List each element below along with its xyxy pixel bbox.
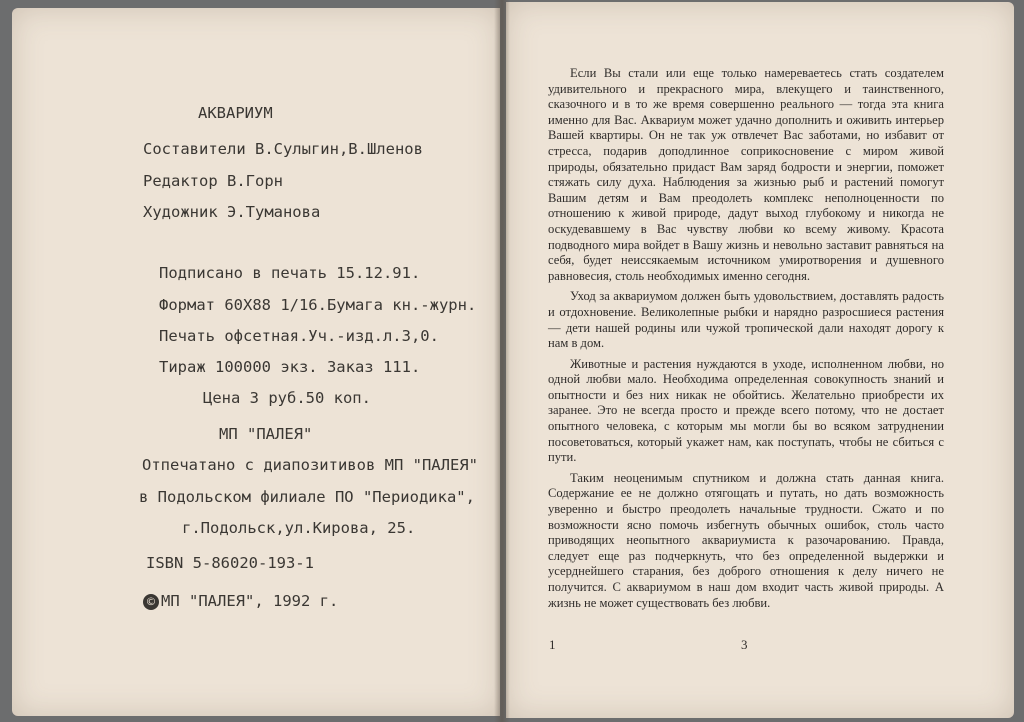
publisher-line: МП "ПАЛЕЯ": [219, 425, 313, 443]
copyright-text: МП "ПАЛЕЯ", 1992 г.: [161, 592, 339, 610]
editor-line: Редактор В.Горн: [143, 172, 283, 190]
signed-line: Подписано в печать 15.12.91.: [159, 264, 421, 282]
paragraph: Если Вы стали или еще только намереваетесь стать создателем удивительного и прекрасного мира, влекущего и таинственного, сказочного и в то же время совершенно реального — тогда эта книга именно для Вас. Аквариум может удачно дополнить и оживить интерьер Вашей квартиры. Он не так уж отвлечет Вас заботами, но избавит от стресса, подарив доподлинное соприкосновение с миром живой природы, обязательно придаст Вам заряд бодрости и энергии, поможет стяжать силу духа. Наблюдения за жизнью рыб и растений помогут Вашим детям и Вам преодолеть комплекс неполноценности по отношению к живой природе, дадут выход глубокому и никогда не оскудевавшему в Вас чувству любви ко всему живому. Красота подводного мира войдет в Вашу жизнь и невольно заставит равняться на себя, будет неиссякаемым источником умиротворения и душевного равновесия, столь необходимых именно сегодня.: [548, 66, 944, 283]
isbn-line: ISBN 5-86020-193-1: [146, 554, 314, 572]
print-line: Печать офсетная.Уч.-изд.л.3,0.: [159, 327, 439, 345]
format-line: Формат 60Х88 1/16.Бумага кн.-журн.: [159, 296, 477, 314]
printed-line-2: в Подольском филиале ПО "Периодика",: [139, 488, 475, 506]
copyright-icon: ©: [143, 594, 159, 610]
printed-line-1: Отпечатано с диапозитивов МП "ПАЛЕЯ": [142, 456, 478, 474]
page-number: 3: [741, 637, 748, 652]
signature-marker: 1: [549, 637, 556, 652]
book-gutter: [494, 0, 510, 722]
paragraph: Животные и растения нуждаются в уходе, исполненном любви, но одной любви мало. Необходима определенная совокупность знаний и опытности и без них никак не обойтись. Желательно приобрести их заранее. Это не всегда просто и прежде всего потому, что не достает опытного человека, с которым мы могли бы во всяком затруднении посоветоваться, который укажет нам, как поступать, чтобы не сбиться с пути.: [548, 356, 944, 465]
artist-line: Художник Э.Туманова: [143, 203, 321, 221]
compilers-line: Составители В.Сулыгин,В.Шленов: [143, 140, 423, 158]
book-title: АКВАРИУМ: [198, 104, 273, 122]
paragraph: Таким неоценимым спутником и должна стать данная книга. Содержание ее не должно отягощать и путать, но дать возможность уверенно и быстро преодолеть начальные трудности. Сжато и по возможности ясно помочь избегнуть обычных ошибок, столь часто приводящих неопытного аквариумиста к разочарованию. Правда, следует еще раз подчеркнуть, что без определенной выдержки и усерднейшего старания, без доброго отношения к делу ничего не получится. С аквариумом в наш дом входит часть живой природы. А жизнь не может существовать без любви.: [548, 470, 944, 610]
copyright-line: [143, 592, 338, 610]
address-line: г.Подольск,ул.Кирова, 25.: [182, 519, 416, 537]
circulation-line: Тираж 100000 экз. Заказ 111.: [159, 358, 421, 376]
foreword-text: [548, 66, 944, 616]
price-line: Цена 3 руб.50 коп.: [203, 389, 371, 407]
paragraph: Уход за аквариумом должен быть удовольствием, доставлять радость и отдохновение. Великолепные рыбки и нарядно разросшиеся растения — дети нашей родины или чужой тропической дали находят дорогу к нам в дом.: [548, 289, 944, 351]
